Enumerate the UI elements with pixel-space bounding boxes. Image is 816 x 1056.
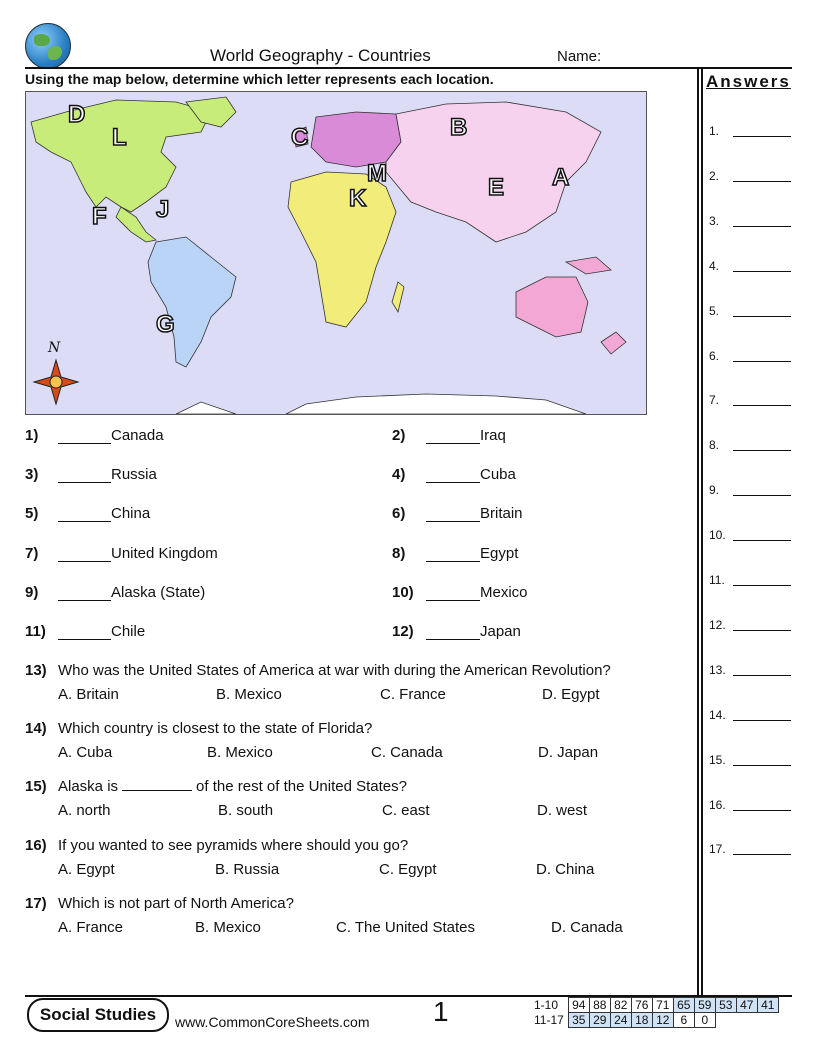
score-cell: 0 [694, 1013, 715, 1028]
question-text: Iraq [480, 427, 506, 444]
map-letter-label: J [156, 196, 170, 223]
mc-question [25, 662, 685, 710]
map-letter-label: L [112, 124, 127, 151]
matching-question [392, 545, 692, 565]
compass-rose [34, 360, 78, 404]
answer-blank[interactable] [733, 765, 791, 766]
map-letter-label: A [552, 164, 570, 191]
answer-option[interactable]: C. The United States [336, 919, 475, 936]
map-letter-label: M [367, 160, 387, 187]
score-cell: 35 [568, 1013, 589, 1028]
answer-option[interactable]: D. China [536, 861, 595, 878]
map-letter-label: E [488, 174, 505, 201]
mc-question [25, 720, 685, 768]
answer-row [709, 169, 793, 185]
score-cell: 65 [673, 998, 694, 1013]
score-cell: 29 [589, 1013, 610, 1028]
question-number: 5) [25, 505, 39, 523]
map-letter-label: C [291, 124, 309, 151]
answers-divider [697, 67, 699, 995]
globe-logo [25, 23, 71, 69]
answer-blank[interactable] [733, 810, 791, 811]
answer-option[interactable]: B. Russia [215, 861, 280, 878]
answer-row [709, 663, 793, 679]
question-stem: Who was the United States of America at war with during the American Revolution? [58, 662, 611, 679]
answer-blank[interactable] [733, 585, 791, 586]
question-text: Canada [111, 427, 164, 444]
answer-blank[interactable] [426, 482, 480, 483]
answer-blank[interactable] [733, 136, 791, 137]
question-number: 11) [25, 623, 46, 640]
answer-row [709, 753, 793, 769]
answer-number: 4. [709, 258, 720, 273]
question-number: 4) [392, 466, 406, 484]
question-text: Alaska (State) [111, 583, 206, 601]
question-text: Chile [111, 623, 146, 640]
answer-row [709, 304, 793, 320]
score-cell: 18 [631, 1013, 652, 1028]
matching-question [392, 505, 692, 525]
score-cell: 53 [715, 998, 736, 1013]
question-number: 3) [25, 466, 39, 484]
question-text: Japan [480, 623, 521, 640]
score-cell: 12 [652, 1013, 673, 1028]
answer-option[interactable]: C. Egypt [379, 861, 437, 878]
question-stem: Which is not part of North America? [58, 895, 294, 912]
answer-blank[interactable] [733, 630, 791, 631]
score-cell: 94 [568, 998, 589, 1013]
answer-option[interactable]: D. Canada [551, 919, 623, 936]
answer-option[interactable]: B. Mexico [207, 744, 273, 761]
subject-badge: Social Studies [27, 998, 169, 1032]
answer-row [709, 573, 793, 589]
answer-number: 15. [709, 752, 726, 767]
answer-option[interactable]: B. Mexico [195, 919, 261, 936]
answer-option[interactable]: C. east [382, 802, 430, 819]
map-letter-label: K [349, 185, 367, 212]
page-number: 1 [433, 996, 449, 1027]
header-divider [25, 67, 792, 69]
score-cell: 88 [589, 998, 610, 1013]
south-america [148, 237, 236, 367]
question-number: 12) [392, 623, 414, 640]
question-text: Britain [480, 505, 523, 523]
answer-option[interactable]: D. Japan [538, 744, 599, 761]
question-text: Egypt [480, 544, 519, 562]
score-cell: 6 [673, 1013, 694, 1028]
answer-row [709, 798, 793, 814]
answer-blank[interactable] [733, 854, 791, 855]
score-row [531, 998, 778, 1013]
answers-divider-2 [701, 67, 703, 995]
answer-blank[interactable] [58, 561, 111, 562]
answer-option[interactable]: C. Canada [371, 744, 443, 761]
answer-blank[interactable] [733, 540, 791, 541]
mc-question [25, 837, 685, 885]
answer-number: 16. [709, 797, 726, 812]
name-label: Name: [557, 48, 602, 65]
matching-question [392, 466, 692, 486]
answer-number: 8. [709, 438, 720, 453]
score-cell: 71 [652, 998, 673, 1013]
mc-question [25, 778, 685, 826]
score-row [531, 1013, 778, 1028]
answer-number: 11. [709, 573, 725, 587]
question-number: 7) [25, 544, 39, 562]
stem-part-b: of the rest of the United States? [196, 778, 407, 795]
question-stem: Which country is closest to the state of Florida? [58, 720, 373, 737]
answer-option[interactable]: A. Britain [58, 686, 119, 703]
answer-option[interactable]: B. south [218, 802, 274, 819]
answer-number: 2. [709, 168, 720, 183]
question-number: 16) [25, 837, 47, 854]
north-america [31, 100, 211, 212]
answer-option[interactable]: A. France [58, 919, 124, 936]
matching-question [392, 427, 692, 447]
score-range-label: 11-17 [534, 1013, 564, 1027]
score-range-label: 1-10 [534, 998, 559, 1012]
answer-option[interactable]: D. Egypt [542, 686, 600, 703]
score-cell: 41 [757, 998, 778, 1013]
compass-north-label: N [48, 340, 61, 356]
answer-blank[interactable] [733, 450, 791, 451]
inline-answer-blank[interactable] [122, 778, 192, 791]
score-cell: 76 [631, 998, 652, 1013]
answer-row [709, 618, 793, 634]
answer-blank[interactable] [733, 675, 791, 676]
europe [311, 112, 401, 167]
matching-question [25, 505, 325, 525]
mc-question [25, 895, 685, 943]
answer-number: 17. [709, 842, 726, 857]
answer-number: 14. [709, 707, 726, 722]
antarctica [286, 394, 586, 414]
stem-part-a: Alaska is [58, 778, 119, 795]
answer-row [709, 438, 793, 454]
question-number: 17) [25, 895, 47, 912]
instructions: Using the map below, determine which letter represents each location. [25, 71, 494, 87]
map-letter-label: F [92, 203, 107, 230]
answer-row [709, 842, 793, 858]
answer-number: 1. [709, 124, 720, 138]
question-number: 2) [392, 427, 406, 444]
answer-blank[interactable] [426, 561, 480, 562]
answer-option[interactable]: A. north [58, 802, 111, 819]
score-cell: 24 [610, 1013, 631, 1028]
answer-blank[interactable] [58, 600, 111, 601]
answer-blank[interactable] [733, 181, 791, 182]
answer-row [709, 124, 793, 140]
matching-question [392, 584, 692, 604]
matching-question [25, 427, 325, 447]
question-stem: If you wanted to see pyramids where should you go? [58, 837, 409, 854]
answer-option[interactable]: C. France [380, 686, 446, 703]
question-number: 9) [25, 583, 39, 601]
map-letter-label: B [450, 114, 468, 141]
page-title: World Geography - Countries [210, 46, 431, 65]
score-table [531, 997, 779, 1028]
question-text: Russia [111, 466, 157, 484]
answer-number: 6. [709, 348, 720, 363]
answer-row [709, 393, 793, 409]
answer-number: 9. [709, 483, 720, 498]
answer-number: 12. [709, 617, 726, 632]
map-letter-label: D [68, 101, 86, 128]
answer-row [709, 214, 793, 230]
answer-number: 13. [709, 662, 726, 677]
world-map [25, 91, 647, 415]
question-number: 10) [392, 583, 414, 601]
answer-number: 3. [709, 213, 720, 228]
site-url: www.CommonCoreSheets.com [175, 1014, 370, 1030]
answer-option[interactable]: D. west [537, 802, 588, 819]
answer-blank[interactable] [733, 495, 791, 496]
answer-option[interactable]: A. Cuba [58, 744, 113, 761]
question-text: China [111, 505, 151, 523]
answer-blank[interactable] [426, 443, 480, 444]
africa [288, 172, 396, 327]
answer-row [709, 708, 793, 724]
score-cell: 82 [610, 998, 631, 1013]
australia [516, 277, 588, 337]
matching-question [25, 466, 325, 486]
answer-blank[interactable] [733, 720, 791, 721]
question-number: 6) [392, 505, 406, 523]
score-cell: 47 [736, 998, 757, 1013]
map-letter-label: G [156, 311, 175, 338]
question-number: 8) [392, 544, 406, 562]
question-text: Mexico [480, 583, 528, 601]
answer-option[interactable]: B. Mexico [216, 686, 282, 703]
answer-option[interactable]: A. Egypt [58, 861, 115, 878]
question-text: Cuba [480, 466, 516, 484]
matching-question [25, 545, 325, 565]
answer-row [709, 349, 793, 365]
answer-blank[interactable] [58, 521, 111, 522]
score-cell: 59 [694, 998, 715, 1013]
question-stem [58, 778, 407, 795]
question-number: 1) [25, 427, 39, 444]
answer-blank[interactable] [426, 521, 480, 522]
answer-row [709, 483, 793, 499]
answer-blank[interactable] [426, 639, 480, 640]
answer-number: 5. [709, 303, 720, 318]
answer-row [709, 528, 793, 544]
matching-question [25, 584, 325, 604]
answer-number: 10. [709, 528, 726, 543]
answer-blank[interactable] [426, 600, 480, 601]
answer-blank[interactable] [58, 482, 111, 483]
question-text: United Kingdom [111, 544, 218, 562]
answer-blank[interactable] [733, 361, 791, 362]
answer-number: 7. [709, 393, 720, 408]
answer-blank[interactable] [733, 271, 791, 272]
answer-blank[interactable] [58, 639, 111, 640]
question-number: 14) [25, 720, 47, 737]
matching-question [25, 623, 325, 643]
question-number: 15) [25, 778, 47, 795]
question-number: 13) [25, 662, 47, 679]
matching-question [392, 623, 692, 643]
answer-blank[interactable] [58, 443, 111, 444]
answer-row [709, 259, 793, 275]
answers-heading: Answers [706, 72, 791, 91]
answer-blank[interactable] [733, 226, 791, 227]
answer-blank[interactable] [733, 316, 791, 317]
answer-blank[interactable] [733, 405, 791, 406]
